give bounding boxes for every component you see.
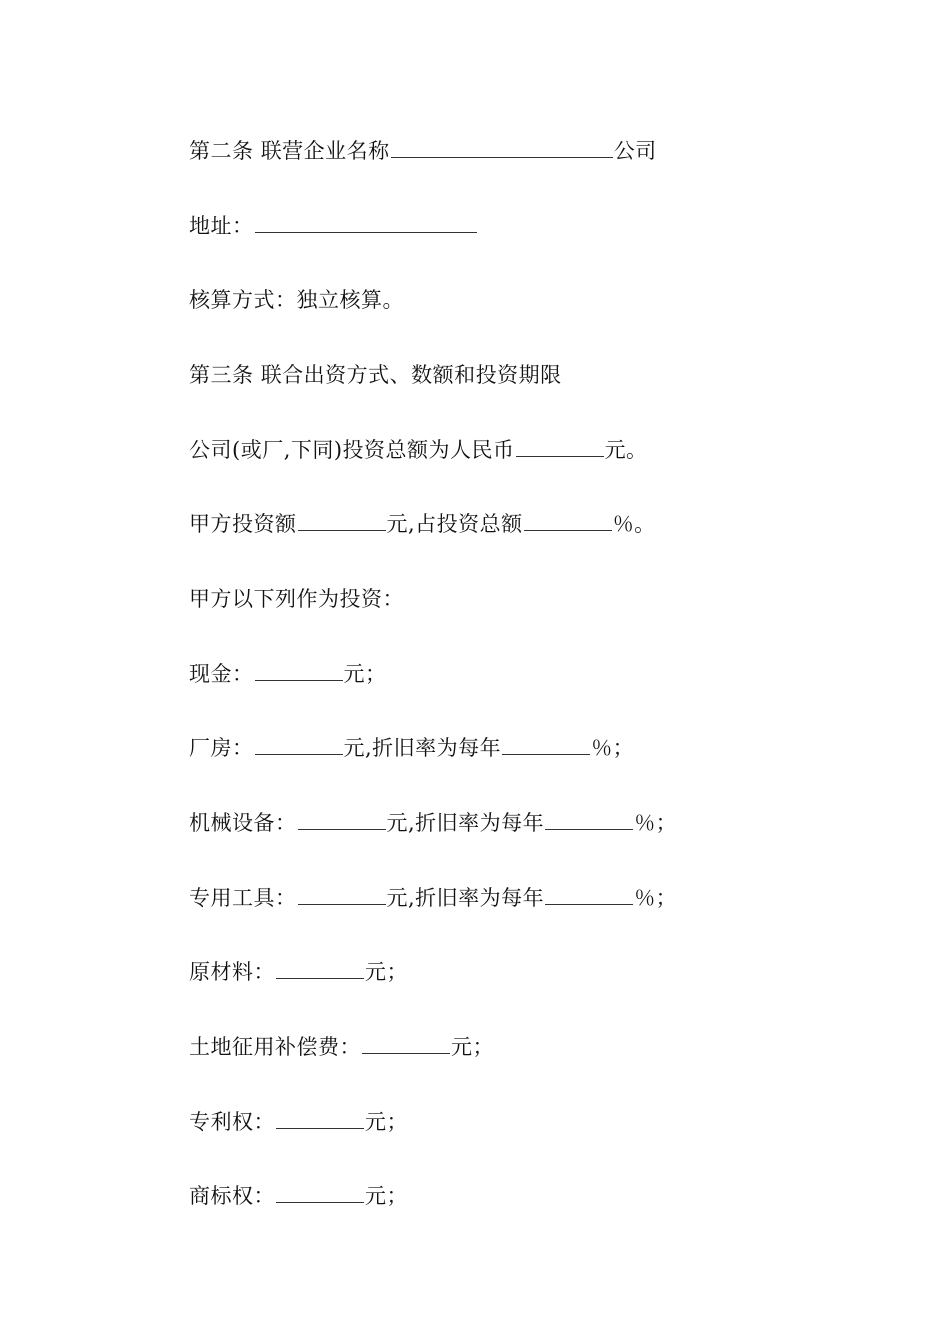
address-label: 地址： <box>189 214 254 238</box>
raw-materials-label: 原材料： <box>189 960 275 984</box>
patent-suffix: 元； <box>365 1110 408 1134</box>
article-2-title: 联营企业名称 <box>260 139 390 163</box>
machinery-suffix: ％； <box>634 811 678 835</box>
machinery-label: 机械设备： <box>189 811 297 835</box>
cash-suffix: 元； <box>343 662 387 686</box>
article-3-label: 第三条 <box>189 363 254 387</box>
cash-label: 现金： <box>189 662 254 686</box>
party-a-amount-line <box>189 507 656 541</box>
company-suffix: 公司 <box>613 139 657 163</box>
trademark-suffix: 元； <box>365 1184 408 1208</box>
land-label: 土地征用补偿费： <box>189 1035 361 1059</box>
trademark-line <box>189 1179 408 1213</box>
party-a-intro-line <box>189 582 404 616</box>
plant-line <box>189 731 634 765</box>
plant-rate-blank[interactable] <box>502 734 590 755</box>
raw-materials-blank[interactable] <box>276 958 364 979</box>
party-a-intro-text: 甲方以下列作为投资： <box>189 587 404 611</box>
tools-amount-blank[interactable] <box>298 884 386 905</box>
article-2-label: 第二条 <box>189 139 254 163</box>
party-a-amount-middle: 元,占投资总额 <box>386 512 523 536</box>
address-line <box>189 209 478 243</box>
patent-label: 专利权： <box>189 1110 275 1134</box>
article-2-line <box>189 134 657 168</box>
trademark-label: 商标权： <box>189 1184 275 1208</box>
tools-suffix: ％； <box>634 886 678 910</box>
machinery-line <box>189 806 677 840</box>
tools-rate-blank[interactable] <box>545 884 633 905</box>
plant-label: 厂房： <box>189 736 254 760</box>
article-3-line <box>189 358 562 392</box>
party-a-percent-blank[interactable] <box>524 510 612 531</box>
trademark-blank[interactable] <box>276 1182 364 1203</box>
plant-suffix: ％； <box>591 736 635 760</box>
party-a-amount-prefix: 甲方投资额 <box>189 512 297 536</box>
patent-blank[interactable] <box>276 1108 364 1129</box>
total-investment-line <box>189 433 648 467</box>
tools-middle: 元,折旧率为每年 <box>386 886 545 910</box>
land-blank[interactable] <box>362 1033 450 1054</box>
plant-middle: 元,折旧率为每年 <box>343 736 502 760</box>
plant-amount-blank[interactable] <box>255 734 343 755</box>
tools-line <box>189 881 677 915</box>
machinery-middle: 元,折旧率为每年 <box>386 811 545 835</box>
accounting-text: 核算方式：独立核算。 <box>189 288 404 312</box>
raw-materials-suffix: 元； <box>365 960 408 984</box>
patent-line <box>189 1105 408 1139</box>
land-line <box>189 1030 494 1064</box>
company-name-blank[interactable] <box>391 137 613 158</box>
party-a-amount-suffix: ％。 <box>612 512 656 536</box>
total-investment-blank[interactable] <box>516 436 604 457</box>
article-3-title: 联合出资方式、数额和投资期限 <box>260 363 562 387</box>
land-suffix: 元； <box>451 1035 494 1059</box>
accounting-line <box>189 283 404 317</box>
cash-line <box>189 657 387 691</box>
cash-blank[interactable] <box>255 660 343 681</box>
address-blank[interactable] <box>255 212 477 233</box>
tools-label: 专用工具： <box>189 886 297 910</box>
raw-materials-line <box>189 955 408 989</box>
machinery-rate-blank[interactable] <box>545 809 633 830</box>
machinery-amount-blank[interactable] <box>298 809 386 830</box>
total-investment-prefix: 公司(或厂,下同)投资总额为人民币 <box>189 438 515 462</box>
party-a-amount-blank[interactable] <box>298 510 386 531</box>
total-investment-suffix: 元。 <box>604 438 648 462</box>
